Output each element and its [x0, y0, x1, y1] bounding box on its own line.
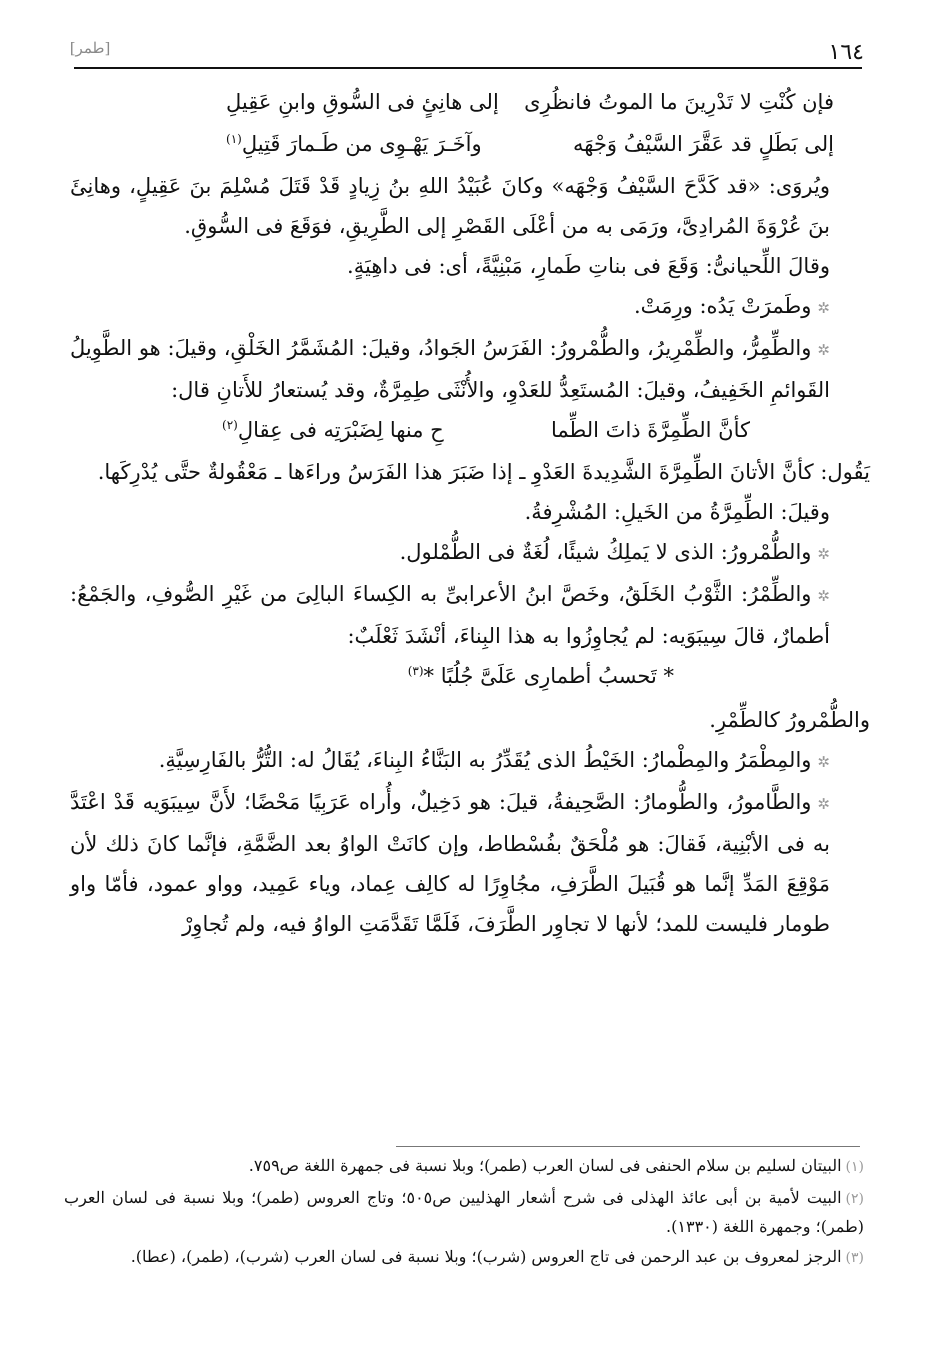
entry-root-tag: [طمر] [69, 39, 111, 57]
footnote-marker: (٣) [407, 664, 424, 678]
header-rule [74, 67, 862, 69]
entry-star-icon: ✲ [817, 795, 830, 813]
page-number: ١٦٤ [828, 40, 864, 65]
verse-hemistich-first: فإن كُنْتِ لا تَدْرِينَ ما الموتُ فانظُرِى [524, 90, 834, 114]
paragraph-text: والطَّامورُ، والطُّومارُ: الصَّحِيفةُ، قيلَ: هو دَخِيلٌ، وأُراه عَرَبِيًا مَحْضًا؛ لأَنَّ سِيبَوَيه قَدْ اعْتَدَّ به فى الأبْنِية، فَقالَ: هو مُلْحَقٌ بفُسْطاط، وإن كانَتْ الواوُ بعد الضَّمَّةِ، فإنَّما كانَ ذلك لأن مَوْقِعَ المَدِّ إنَّما هو قُبَيلَ الطَّرَفِ، مجُاوِرًا له كالِف عِماد، وياء عَمِيد، وواو عمود، فأمّا واو طومار فليست للمد؛ لأنها لا تجاوِر الطَّرَفَ، فَلَمَّا تَقَدَّمَتِ الواوُ فيه، ولم تُجاوِرْ [70, 790, 830, 936]
verse-line [70, 82, 870, 124]
footnote-rule [396, 1146, 860, 1147]
paragraph [70, 286, 870, 328]
footnote [64, 1184, 864, 1240]
paragraph-text: والطُّمْرورُ: الذى لا يَملِكُ شيئًا، لُغَةٌ فى الطُّمْلول. [399, 540, 812, 564]
verse-hemistich-first: إلى بَطَلٍ قد عَقَّرَ السَّيْفُ وَجْهَه [573, 132, 834, 156]
paragraph: ويُروَى: «قد كَدَّحَ السَّيْفُ وَجْهَه» وكانَ عُبَيْدُ اللهِ بنُ زِيادٍ قَدْ قَتَلَ مُسْلِمَ بنَ عَقِيلٍ، وهانِئَ بنَ عُرْوَةَ المُرادِىَّ، ورَمَى به من أعْلَى القَصْرِ إلى الطَّرِيقِ، فوَقَعَ فى السُّوقِ. [70, 174, 830, 238]
verse-hemistich-second [222, 410, 444, 450]
entry-star-icon: ✲ [817, 753, 830, 771]
footnote-text: الرجز لمعروف بن عبد الرحمن فى تاج العروس (شرب)؛ وبلا نسبة فى لسان العرب (شرب)، (طمر)، (عطا). [130, 1247, 842, 1266]
entry-star-icon: ✲ [817, 341, 830, 359]
rajaz-text: * تَحسبُ أطمارِى عَلَىَّ جُلُبًا * [423, 664, 674, 688]
paragraph [70, 782, 870, 944]
footnote-text: البيت لأمية بن أبى عائذ الهذلى فى شرح أشعار الهذليين ص٥٠٥؛ وتاج العروس (طمر)؛ وبلا نسبة فى لسان العرب (طمر)؛ وجمهرة اللغة (١٣٣٠). [64, 1188, 864, 1236]
footnote-marker: (٢) [222, 418, 238, 432]
footnote-number: (٣) [845, 1250, 864, 1266]
paragraph: وقالَ اللِّحيانىُّ: وَقَعَ فى بناتِ طَمارِ، مَبْنِيَّةً، أى: فى داهِيَةٍ. [347, 254, 830, 278]
paragraph [70, 740, 870, 782]
paragraph-text: والطِّمْرُ: الثَّوْبُ الخَلَقُ، وخَصَّ ابنُ الأعرابىِّ به الكِساءَ البالِىَ من غَيْرِ الصُّوفِ، والجَمْعُ: أطمارٌ، قالَ سِيبَوَيه: لم يُجاوِزُوا به هذا البِناءَ، أنْشَدَ ثَعْلَبٌ: [70, 582, 830, 648]
verse-text: حِ منها لِضَبْرَتِه فى عِقالِ [237, 418, 444, 442]
paragraph [70, 328, 870, 410]
footnote [64, 1243, 864, 1272]
entry-star-icon: ✲ [817, 545, 830, 563]
main-text [70, 82, 870, 944]
paragraph [70, 574, 870, 656]
paragraph: يَقُول: كأنَّ الأتانَ الطِّمِرَّةَ الشَّدِيدةَ العَدْوِ ـ إذا ضَبَرَ هذا الفَرَسُ وراءَها ـ مَعْقُولةٌ حتَّى يُدْرِكَها. [97, 460, 870, 484]
verse-line [70, 124, 870, 166]
footnote [64, 1152, 864, 1181]
paragraph: والطُّمْرورُ كالطِّمْرِ. [709, 708, 870, 732]
paragraph-text: وطَمرَتْ يَدُه: ورِمَتْ. [633, 294, 812, 318]
entry-star-icon: ✲ [817, 299, 830, 317]
footnote-number: (١) [845, 1159, 864, 1175]
verse-hemistich-first: كأنَّ الطِّمِرَّةَ ذاتَ الطِّما [551, 418, 750, 442]
verse-line [70, 410, 870, 452]
verse-text: وآخَـرَ يَهْـوِى من طَـمارَ قَتِيلِ [241, 132, 482, 156]
entry-star-icon: ✲ [817, 587, 830, 605]
footnote-text: البيتان لسليم بن سلام الحنفى فى لسان العرب (طمر)؛ وبلا نسبة فى جمهرة اللغة ص٧٥٩. [248, 1156, 842, 1175]
footnote-number: (٢) [845, 1191, 864, 1207]
paragraph-text: والطِّمِرُّ، والطِّمْرِيرُ، والطُّمْرورُ: الفَرَسُ الجَوادُ، وقيلَ: المُشَمَّرُ الخَلْقِ، وقيلَ: هو الطَّوِيلُ القَوائمِ الخَفِيفُ، وقيلَ: المُستَعِدُّ للعَدْوِ، والأُنْثَى طِمِرَّةٌ، وقد يُستعارُ للأَتانِ قال: [70, 336, 830, 402]
paragraph: وقيلَ: الطِّمِرَّةُ من الخَيلِ: المُشْرِفةُ. [524, 500, 830, 524]
paragraph-text: والمِطْمَرُ والمِطْمارُ: الخَيْطُ الذى يُقَدِّرُ به البَنَّاءُ البِناءَ، يُقَالُ له: التُّرُّ بالفَارِسِيَّةِ. [158, 748, 812, 772]
footnote-marker: (١) [226, 132, 242, 146]
footnotes [64, 1152, 864, 1275]
verse-hemistich-second: إلى هانِئٍ فى السُّوقِ وابنِ عَقِيلِ [226, 90, 499, 114]
paragraph [70, 532, 870, 574]
rajaz-line [70, 656, 870, 700]
verse-hemistich-second [226, 124, 482, 164]
